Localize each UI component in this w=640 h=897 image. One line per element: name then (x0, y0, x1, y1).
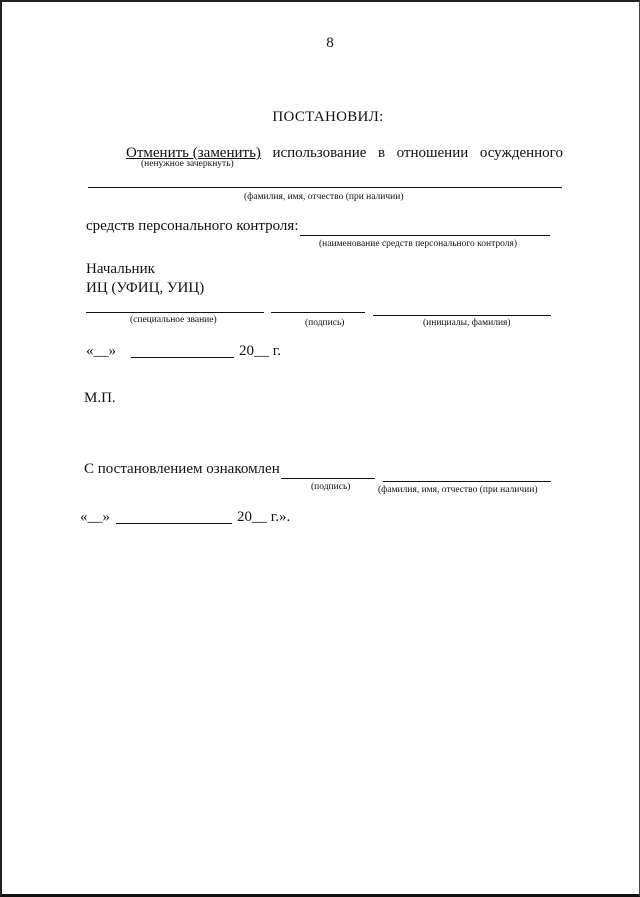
decision-word: отношении (396, 145, 469, 161)
control-means-line (300, 235, 550, 236)
date2-year: 20__ г.». (237, 509, 291, 525)
action-text: Отменить (заменить) (126, 145, 261, 161)
decision-word: осужденного (479, 145, 563, 161)
convict-name-line (88, 187, 562, 188)
acquaintance-label: С постановлением ознакомлен (84, 461, 280, 477)
decision-word: в (377, 145, 386, 161)
acquaintance-signature-caption: (подпись) (311, 482, 351, 492)
chief-name-caption: (инициалы, фамилия) (423, 318, 511, 328)
rank-caption: (специальное звание) (130, 315, 217, 325)
chief-signature-line (271, 312, 365, 313)
acquaintance-name-caption: (фамилия, имя, отчество (при наличии) (378, 485, 538, 495)
date-month-line (131, 357, 234, 358)
date2-day: «__» (80, 509, 110, 525)
date-day: «__» (86, 343, 116, 359)
chief-organization: ИЦ (УФИЦ, УИЦ) (86, 280, 205, 296)
decision-word: использование (272, 145, 367, 161)
document-heading: ПОСТАНОВИЛ: (272, 109, 384, 125)
date-year: 20__ г. (239, 343, 281, 359)
rank-line (86, 312, 264, 313)
acquaintance-name-line (383, 481, 551, 482)
chief-title: Начальник (86, 261, 155, 277)
acquaintance-signature-line (281, 478, 375, 479)
page-number: 8 (326, 35, 334, 51)
seal-place: М.П. (84, 390, 116, 406)
date2-month-line (116, 523, 232, 524)
chief-name-line (373, 315, 551, 316)
control-label: средств персонального контроля: (86, 218, 299, 234)
convict-name-caption: (фамилия, имя, отчество (при наличии) (244, 192, 404, 202)
action-hint: (ненужное зачеркнуть) (141, 159, 234, 169)
control-means-caption: (наименование средств персонального контроля) (319, 239, 518, 249)
chief-signature-caption: (подпись) (305, 318, 345, 328)
